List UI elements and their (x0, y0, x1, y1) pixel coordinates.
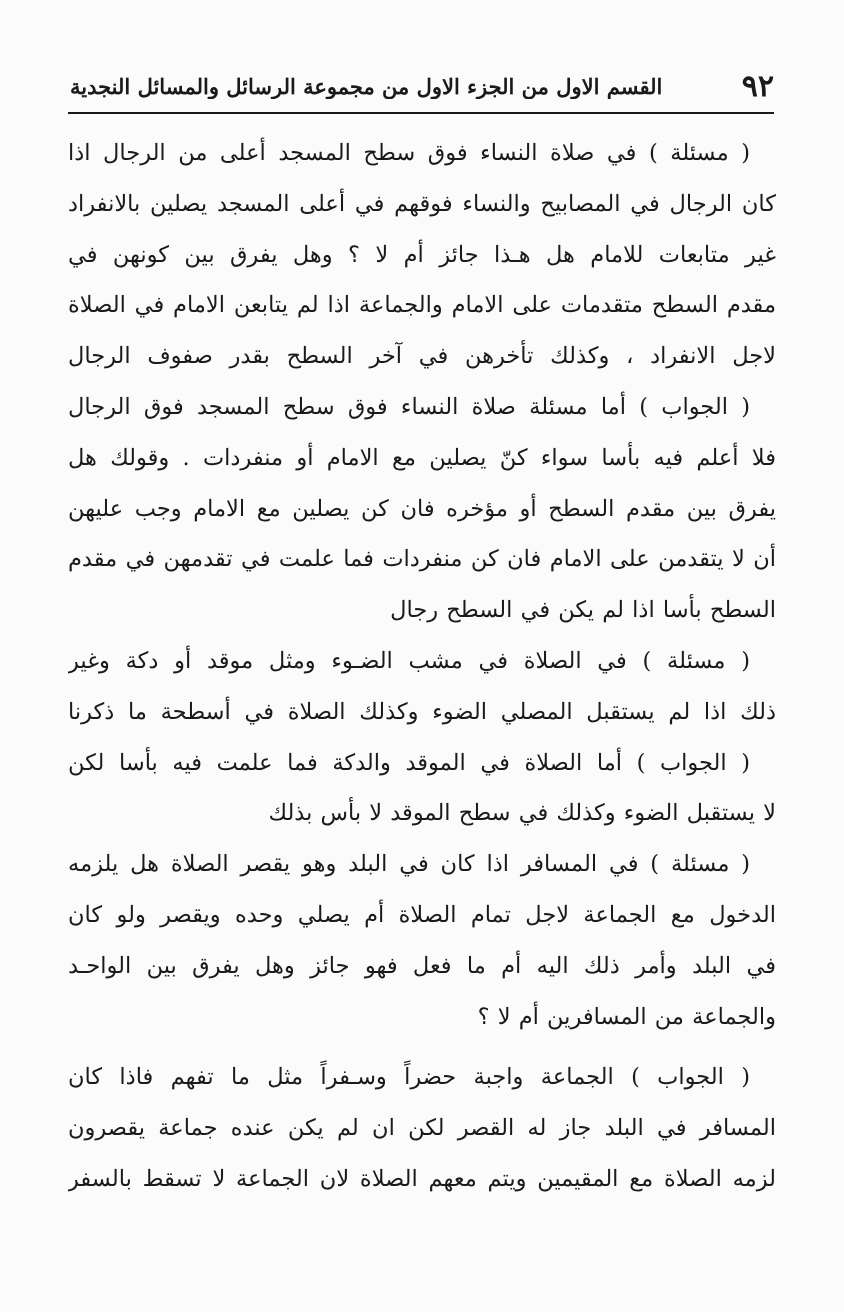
text-line: السطح بأسا اذا لم يكن في السطح رجال (390, 597, 776, 624)
text-line: يفرق بين مقدم السطح أو مؤخره فان كن يصلين مع الامام وجب عليهن (68, 495, 776, 522)
text-line: لاجل الانفراد ، وكذلك تأخرهن في آخر السطح بقدر صفوف الرجال (68, 343, 776, 370)
text-line: الدخول مع الجماعة لاجل تمام الصلاة أم يصلي وحده ويقصر ولو كان (68, 901, 776, 928)
text-line: كان الرجال في المصابيح والنساء فوقهم في أعلى المسجد يصلين بالانفراد (68, 190, 776, 217)
text-line: في البلد وأمر ذلك اليه أم ما فعل فهو جائز وهل يفرق بين الواحـد (68, 952, 776, 979)
text-line: أن لا يتقدمن على الامام فان كن منفردات فما علمت في تقدمهن في مقدم (68, 546, 776, 573)
header-rule (68, 112, 774, 114)
page-header (70, 64, 774, 108)
text-line: المسافر في البلد جاز له القصر لكن ان لم يكن عنده جماعة يقصرون (68, 1115, 776, 1142)
running-title: القسم الاول من الجزء الاول من مجموعة الرسائل والمسائل النجدية (70, 73, 663, 99)
text-line: لزمه الصلاة مع المقيمين ويتم معهم الصلاة لان الجماعة لا تسقط بالسفر (68, 1165, 776, 1192)
text-line: غير متابعات للامام هل هـذا جائز أم لا ؟ وهل يفرق بين كونهن في (68, 241, 776, 268)
text-line: ( الجواب ) أما مسئلة صلاة النساء فوق سطح المسجد فوق الرجال (68, 393, 750, 420)
page-number: ٩٢ (741, 68, 774, 104)
text-line: ( مسئلة ) في المسافر اذا كان في البلد وهو يقصر الصلاة هل يلزمه (68, 851, 750, 878)
text-line: ( الجواب ) أما الصلاة في الموقد والدكة فما علمت فيه بأسا لكن (68, 749, 750, 776)
body-text (68, 128, 776, 1205)
text-line: ذلك اذا لم يستقبل المصلي الضوء وكذلك الصلاة في أسطحة ما ذكرنا (68, 698, 776, 725)
text-line: ( الجواب ) الجماعة واجبة حضراً وسـفراً مثل ما تفهم فاذا كان (68, 1064, 750, 1091)
text-line: مقدم السطح متقدمات على الامام والجماعة اذا لم يتابعن الامام في الصلاة (68, 292, 776, 319)
text-line: ( مسئلة ) في الصلاة في مشب الضـوء ومثل موقد أو دكة وغير (68, 647, 750, 674)
text-line: والجماعة من المسافرين أم لا ؟ (477, 1003, 776, 1030)
text-line: ( مسئلة ) في صلاة النساء فوق سطح المسجد أعلى من الرجال اذا (68, 140, 750, 166)
text-line: فلا أعلم فيه بأسا سواء كنّ يصلين مع الامام أو منفردات . وقولك هل (68, 444, 776, 471)
text-line: لا يستقبل الضوء وكذلك في سطح الموقد لا بأس بذلك (268, 800, 776, 827)
